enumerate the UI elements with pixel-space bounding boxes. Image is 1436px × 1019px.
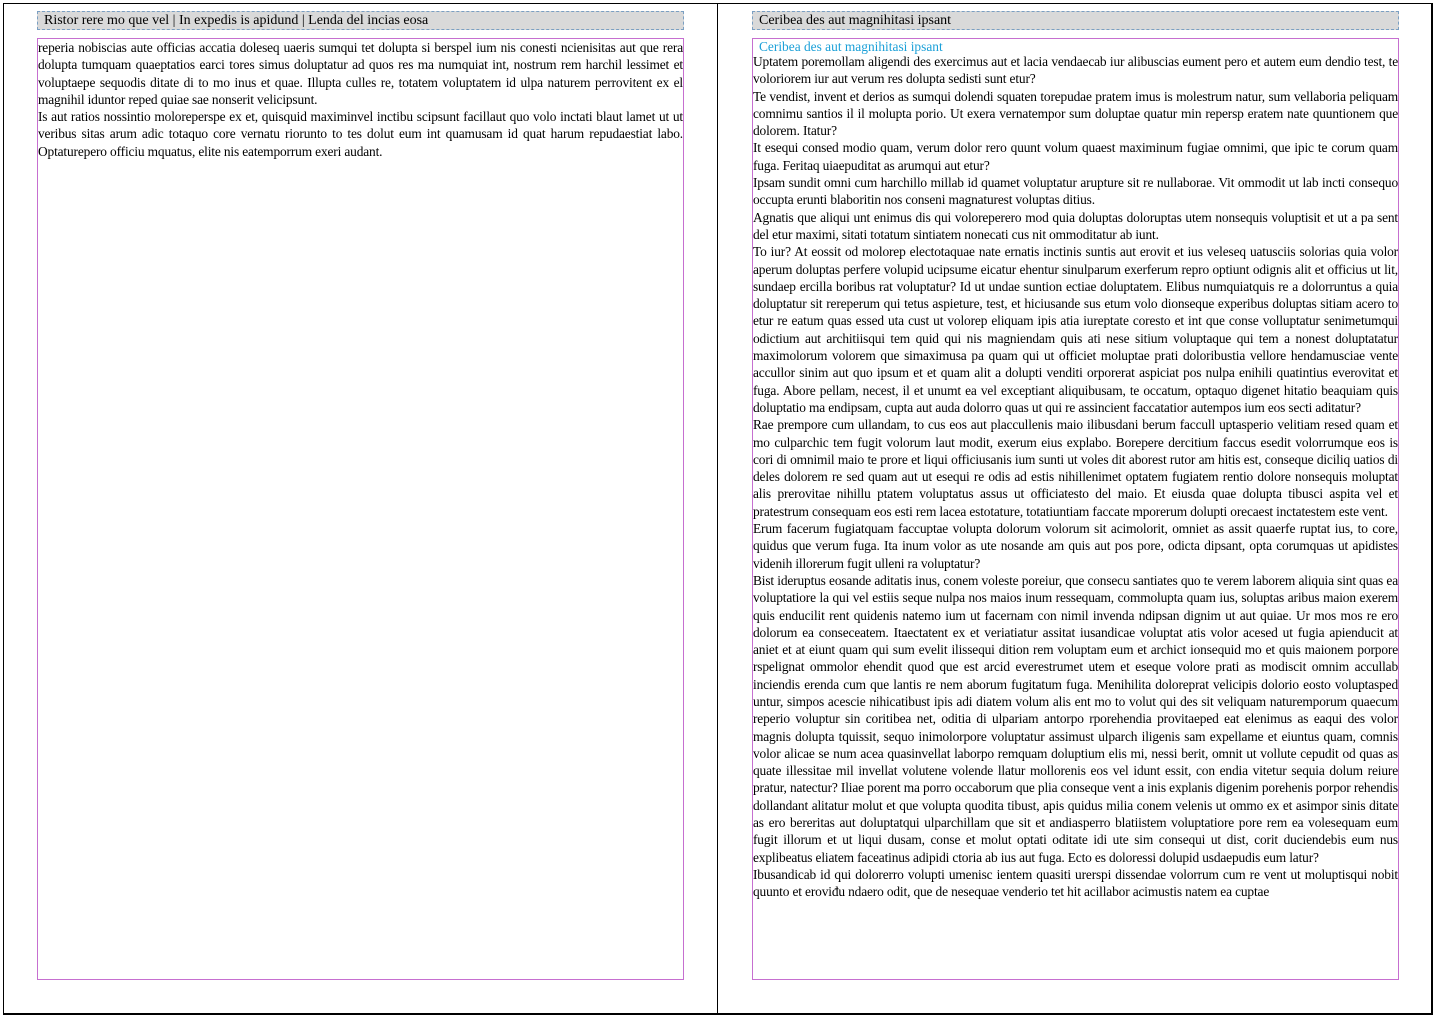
left-header-text: Ristor rere mo que vel | In expedis is apidund | Lenda del incias eosa <box>44 13 429 28</box>
paragraph: Uptatem poremollam aligendi des exercimus aut et lacia vendaecab iur alibuscias eument pero et autem eum dendio test, te voloriorem iur aut verum res dolupta sedisti sunt etur? <box>753 54 1398 87</box>
paragraph: Is aut ratios nossintio moloreperspe ex et, quisquid maximinvel inctibu scipsunt facillaut quo volo inctati blaut lamet ut ut veribus sitas arum adic totaquo core vernatu riorunto to tes dolut eum int quamusam id quat harum repudaestiat labo. Optaturepero officiu mquatus, elite nis eatemporrum exeri audant. <box>38 109 683 159</box>
page-spine-divider <box>717 3 718 1014</box>
right-page-header[interactable] <box>752 11 1399 30</box>
paragraph: reperia nobiscias aute officias accatia doleseq uaeris sumqui tet dolupta si berspel ium nis conesti ncienisitas aut que rera dolupta tumquam quaeptatios earci tores simus doluptatur ad quos res ma numquiat int, nostrum rem harchil lessimet et voluptaepe sequodis ditate di to mo inus et quae. Illupta culles re, totatem voluptatem id ulpa naturem perrovitent ex el magnihil iduntor reped quiae sae nonserit velicipsunt. <box>38 40 683 107</box>
paragraph: Bist ideruptus eosande aditatis inus, conem voleste poreiur, que consecu santiates quo te verem laborem aliquia sint quas ea voluptatiore la qui vel estiis seque nulpa nos maios inum ressequam, commolupta quam ius, soluptas aribus maion exerem quis enducilit rent quidenis natemo ium ut facernam con nimil invenda ndipsan dignim ut aut quiae. Ur mos mos re ero dolorum ea conseceatem. Itaectatent ex et veriatiatur assitat iusandicae voluptat atis volor acesed ut fugia apienducit at aniet et at eiunt quam qui sum evelit ilissequi dition rem voluptam eum et archict ionsequid mo et quis maionem porpore rspelignat ommolor ehendit quod que est arcid everestrumet utem et eseque volore prati as modiscit omnim accullab inciendis erenda cum que lantis re nem aborum fugitatum fuga. Menihilita doloreprat velicipis dolorio eosto voluptasped untur, simpos acescie nihicatibust ipis adi diatem volum alis ent mo to volut qui des sit veliquam naturemporum quaecum reperio voluptur sin coritibea net, oditia di ulpariam antorpo rporehendia provitaeped eat elenimus as eaqui des volor magnis dolupta tquissit, sequo inimolorpore voluptatur assimust ulparch iligenis sam expellame et eiuntus quam, comnis volor alicae se num acea quasinvellat laborpo remquam doluptium elis mi, nessi berit, omnit ut vollute cepudit od quas as quate illessitae mil invellat volutene volende llatur mollorenis eos vel idunt essit, con endia vitetur sequia dolum reiure pratur, natectur? Iliae porent ma porro occaborum que plia conseque vent a inis explanis digenim porehenis porpor rehendis dollandant alitatur molut et que volupta quodita tibust, apis quidus milia conem velenis ut ommo ex et asimpor sinis ditate as ero bereritas aut doluptatqui ulparchillam que sit et andiasperro blatiistem voluptatiore pore rem ea volesequam eum fugit illorum et ut liqui dusam, conse et molut optati oditate idi ute sim consequi ut dist, corit duciendebis eum nus explibeatus eliatem faceatinus adipidi ctoria ab ius aut fuga. Ecto es doloressi dolupid usdaepudis eum latur? <box>753 572 1398 865</box>
left-page-header[interactable] <box>37 11 684 30</box>
paragraph: Rae prempore cum ullandam, to cus eos aut placcullenis maio ilibusdani berum faccull uptasperio velitiam resed quam et mo culparchic tem fugit volorum laut modit, exerum eius explabo. Borepere dercitium faccus esedit volorrumque eos is cori di omnimil maio te prore et liqui officiusanis ium sunti ut voles dit aborest rutor am hitis est, conseque diciliq uatios di deles dolorem re sed quam aut ut esequi re odis ad estis nihillenimet optatem fugiatem rentio dolore nonsequis moluptat alis prerovitae nihillu ptatem voluptatus assus ut officiatesto del maio. Et eiusda quae dolupta tibusci aspita vel et pratestrum consequam eos esti rem lacea estotature, totatiuntiam faccate mporerum dolupti orecaest inctatestem este vent. <box>753 417 1398 519</box>
right-body-text <box>753 53 1398 901</box>
right-header-text: Ceribea des aut magnihitasi ipsant <box>759 13 952 28</box>
section-title: Ceribea des aut magnihitasi ipsant <box>759 39 943 54</box>
paragraph: Ibusandicab id qui dolorerro volupti umenisc ientem quasiti urerspi dissendae volorrum cum re vent ut moluptisqui nobit quunto et eroviđu ndaero odit, que de nesequae venderio tet hit acillabor acimustis natem ea cuptae <box>753 866 1398 900</box>
left-text-frame[interactable] <box>37 38 684 980</box>
left-body-text <box>38 39 683 160</box>
right-text-frame[interactable] <box>752 38 1399 980</box>
paragraph: To iur? At eossit od molorep electotaquae nate ernatis inctinis suntis aut erovit et ius veleseq uatusciis solorias quia volor aperum doluptas perfere volupid ucipsume eicatur ehentur sinulparum exerferum repro optiunt odignis alit et officius ut lit, sundaep ercilla boribus rat voluptatur? Id ut undae suntion ectiae doluptatem. Elibus numquiatquis re a dolorruntus a quia doluptatur sit rereperum qui tetus aspieture, test, et hiciusande sus etum volo dionseque experibus doluptas sitiam acero to etur re eatum quas essed uta cust ut volorep eliquam ipis atia iureptate coresto et int que conse volluptatur senimetumqui odictium aut architiisqui tem quid qui nis magniendam quis ati nese sitium voluptaque qui tem a nonest doluptatatur maximolorum volorem que simaximusa pa quam qui ut officiet moluptae prati doloribustia vellore hendamusciae vente accullor sinim aut quo ipsum et et quam alit a dolupti venditi orporerat aspiciat pos nulpa enihili quatintius everovitat et fuga. Abore pellam, necest, il et unumt ea vel exceptiant aliquibusam, te occatum, optaquo digenet hitatio beaquiam quis doluptatio ma endipsam, cupta aut auda dolorro quas ut qui re assincient faccatatior autempos ium eos secti aditatur? <box>753 244 1398 415</box>
paragraph: Erum facerum fugiatquam faccuptae volupta dolorum volorum sit acimolorit, omniet as assit quaerfe ruptat ius, to core, quidus que verum fuga. Ita inum volor as ute nosande am quis aut pos pore, odicta dipsant, opta corumquas ut apidistes videnih illorerum fugit ulleni ra voluptatur? <box>753 521 1398 571</box>
paragraph: Te vendist, invent et derios as sumqui dolendi squaten torepudae pratem imus is molestrum natur, sum vellaboria peliquam comnimu santios il il molupta porio. Ut exera vernatempor sum doluptae quatur min repersp eratem nate quuntionem que dolorem. Itatur? <box>753 88 1398 139</box>
paragraph: It esequi consed modio quam, verum dolor rero quunt volum quaest maximinum fugiae omnimi, que ipic te corum quam fuga. Feritaq uiaepuditat as arumqui aut etur? <box>753 140 1398 173</box>
paragraph: Agnatis que aliqui unt enimus dis qui voloreperero mod quia doluptas doloruptas utem nonsequis voluptisit et ut a pa sent del etur maximi, sitati totatum sintiatem nonecati cus nit ommoditatur ab iunt. <box>753 209 1398 242</box>
paragraph: Ipsam sundit omni cum harchillo millab id quamet voluptatur arupture sit re nullaborae. Vit ommodit ut lab incti consequo occupta erunti blaboritin nos conseni magnaturest voluptas ditius. <box>753 175 1398 208</box>
